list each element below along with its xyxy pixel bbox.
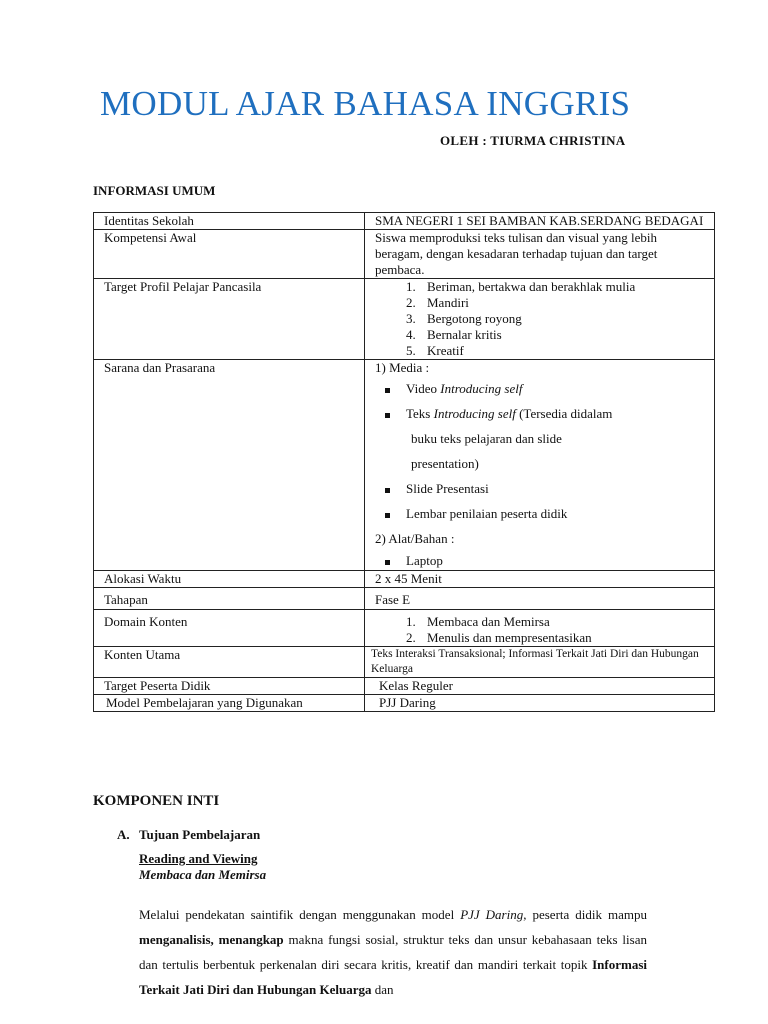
domain-list — [375, 614, 710, 646]
row-value — [365, 610, 715, 647]
komponen-inti-heading: KOMPONEN INTI — [93, 793, 220, 809]
tujuan-title: Tujuan Pembelajaran — [139, 827, 261, 842]
row-key: Kompetensi Awal — [94, 230, 365, 279]
table-row — [94, 610, 715, 647]
row-value — [365, 230, 715, 279]
row-value: 2 x 45 Menit — [365, 571, 715, 588]
list-item — [375, 501, 710, 526]
list-item — [375, 476, 710, 501]
para-text: dan — [371, 982, 394, 997]
table-row — [94, 695, 715, 712]
row-key: Tahapan — [94, 588, 365, 610]
list-item: 3. Bergotong royong — [419, 311, 710, 327]
row-key: Konten Utama — [94, 647, 365, 678]
kompetensi-line-2: beragam, dengan kesadaran terhadap tujuan dan target pembaca. — [375, 246, 658, 277]
list-item — [375, 551, 710, 570]
row-value — [365, 360, 715, 571]
bullet-square-icon — [385, 513, 390, 518]
tujuan-paragraph — [139, 902, 647, 1002]
item-continuation: buku teks pelajaran dan slide — [411, 431, 562, 446]
row-key: Target Peserta Didik — [94, 678, 365, 695]
list-item: 4. Bernalar kritis — [419, 327, 710, 343]
item-text: Teks — [406, 406, 434, 421]
item-text: Video — [406, 381, 441, 396]
list-item: 1. Beriman, bertakwa dan berakhlak mulia — [419, 279, 710, 295]
tujuan-heading — [117, 827, 260, 843]
list-item: 5. Kreatif — [419, 343, 710, 359]
row-key: Alokasi Waktu — [94, 571, 365, 588]
membaca-memirsa-heading: Membaca dan Memirsa — [139, 867, 267, 882]
para-text-bold: menganalisis, menangkap — [139, 932, 284, 947]
media-label: 1) Media : — [375, 360, 430, 375]
table-row — [94, 213, 715, 230]
list-item: 2. Mandiri — [419, 295, 710, 311]
alat-label: 2) Alat/Bahan : — [375, 531, 455, 546]
para-text: , peserta didik mampu — [523, 907, 648, 922]
section-informasi-umum: INFORMASI UMUM — [93, 183, 216, 198]
row-value: Kelas Reguler — [365, 678, 715, 695]
table-row — [94, 588, 715, 610]
para-text-bold: Informasi Terkait Jati Diri dan Hubungan Keluarga — [139, 957, 647, 997]
bullet-square-icon — [385, 388, 390, 393]
row-value — [365, 279, 715, 360]
para-text-italic: PJJ Daring — [460, 907, 524, 922]
list-item — [375, 376, 710, 401]
table-row — [94, 647, 715, 678]
table-row — [94, 678, 715, 695]
item-text: Slide Presentasi — [406, 481, 489, 496]
page-title: MODUL AJAR BAHASA INGGRIS — [100, 84, 631, 123]
row-key: Domain Konten — [94, 610, 365, 647]
table-row — [94, 279, 715, 360]
row-key: Model Pembelajaran yang Digunakan — [94, 695, 365, 712]
bullet-square-icon — [385, 488, 390, 493]
item-text: Lembar penilaian peserta didik — [406, 506, 568, 521]
item-text: (Tersedia didalam — [515, 406, 613, 421]
table-row — [94, 571, 715, 588]
item-text-italic: Introducing self — [433, 406, 516, 421]
para-text: Melalui pendekatan saintifik dengan menggunakan model — [139, 907, 461, 922]
author-line: OLEH : TIURMA CHRISTINA — [440, 133, 626, 148]
list-letter: A. — [117, 827, 130, 842]
profil-list — [375, 279, 710, 359]
row-value: SMA NEGERI 1 SEI BAMBAN KAB.SERDANG BEDAGAI — [365, 213, 715, 230]
row-value: Fase E — [365, 588, 715, 610]
row-key: Identitas Sekolah — [94, 213, 365, 230]
row-key: Sarana dan Prasarana — [94, 360, 365, 571]
list-item: 1. Membaca dan Memirsa — [419, 614, 710, 630]
list-item: 2. Menulis dan mempresentasikan — [419, 630, 710, 646]
kompetensi-line-1: Siswa memproduksi teks tulisan dan visual yang lebih — [375, 230, 657, 245]
row-value: Teks Interaksi Transaksional; Informasi Terkait Jati Diri dan Hubungan Keluarga — [365, 647, 715, 678]
item-continuation: presentation) — [411, 456, 479, 471]
bullet-square-icon — [385, 560, 390, 565]
para-text: makna fungsi sosial, struktur teks dan unsur kebahasaan teks lisan dan tertulis berbentuk perkenalan diri secara kritis, kreatif dan mandiri terkait topik — [139, 932, 647, 972]
item-text-italic: Introducing self — [440, 381, 523, 396]
row-value: PJJ Daring — [365, 695, 715, 712]
item-text: Laptop — [406, 553, 443, 568]
row-key: Target Profil Pelajar Pancasila — [94, 279, 365, 360]
list-item — [375, 401, 710, 426]
bullet-square-icon — [385, 413, 390, 418]
info-table — [93, 212, 715, 712]
table-row — [94, 360, 715, 571]
table-row — [94, 230, 715, 279]
reading-viewing-heading: Reading and Viewing — [139, 851, 258, 866]
